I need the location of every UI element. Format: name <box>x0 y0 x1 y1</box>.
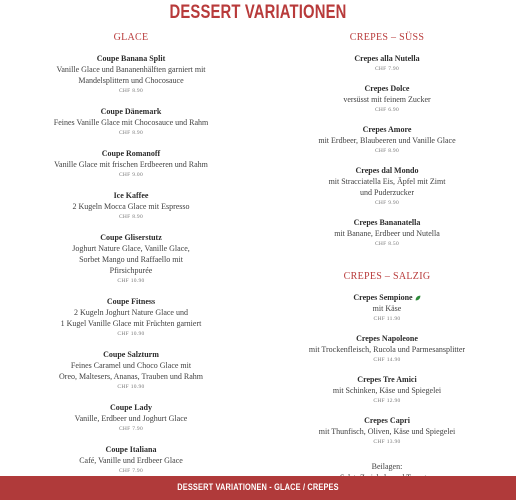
item-price: CHF 8.90 <box>374 148 400 154</box>
item-price: CHF 9.00 <box>118 172 144 178</box>
glace-section <box>8 32 254 486</box>
item-name: Ice Kaffee <box>113 191 149 200</box>
crepes-section <box>266 32 508 483</box>
menu-item <box>8 53 254 96</box>
menu-item <box>8 232 254 286</box>
item-name: Crepes alla Nutella <box>354 54 420 63</box>
item-desc: und Puderzucker <box>360 188 414 197</box>
item-price: CHF 8.90 <box>118 130 144 136</box>
page-title: DESSERT VARIATIONEN <box>169 2 347 23</box>
item-name: Crepes Tre Amici <box>357 375 417 384</box>
item-price: CHF 11.90 <box>373 316 401 322</box>
menu-item <box>8 349 254 392</box>
item-desc: 2 Kugeln Mocca Glace mit Espresso <box>72 202 190 211</box>
item-desc: Vanille Glace mit frischen Erdbeeren und Rahm <box>54 160 208 169</box>
item-name: Coupe Italiana <box>105 445 157 454</box>
item-desc: Oreo, Maltesers, Ananas, Trauben und Rahm <box>59 372 203 381</box>
item-price: CHF 7.90 <box>118 468 144 474</box>
footer-bar <box>0 476 516 500</box>
item-price: CHF 13.90 <box>373 439 401 445</box>
item-desc: mit Käse <box>372 304 402 313</box>
item-price: CHF 7.90 <box>374 66 400 72</box>
item-desc: versüsst mit feinem Zucker <box>343 95 431 104</box>
menu-item <box>266 124 508 156</box>
side-dishes-label: Beilagen: <box>371 462 403 471</box>
item-name: Coupe Romanoff <box>101 149 161 158</box>
item-price: CHF 10.90 <box>117 278 145 284</box>
item-price: CHF 14.90 <box>373 357 401 363</box>
leaf-icon <box>415 295 421 301</box>
item-price: CHF 7.90 <box>118 426 144 432</box>
item-name: Coupe Dänemark <box>100 107 162 116</box>
item-price: CHF 10.90 <box>117 384 145 390</box>
item-name: Crepes Bananatella <box>353 218 421 227</box>
menu-item <box>8 296 254 339</box>
item-name: Coupe Fitness <box>106 297 156 306</box>
item-desc: Pfirsichpurée <box>109 266 153 275</box>
crepes-suess-heading: CREPES – SÜSS <box>349 32 425 43</box>
item-name: Coupe Lady <box>109 403 152 412</box>
item-price: CHF 9.90 <box>374 200 400 206</box>
menu-item <box>266 292 508 324</box>
menu-item <box>266 374 508 406</box>
item-price: CHF 8.50 <box>374 241 400 247</box>
item-name: Crepes Dolce <box>364 84 410 93</box>
item-desc: mit Schinken, Käse und Spiegelei <box>332 386 442 395</box>
menu-item <box>266 217 508 249</box>
item-desc: mit Banane, Erdbeer und Nutella <box>334 229 440 238</box>
menu-item <box>266 165 508 208</box>
menu-item <box>8 148 254 180</box>
item-desc: Feines Caramel und Choco Glace mit <box>70 361 192 370</box>
glace-heading: GLACE <box>113 32 149 43</box>
menu-item <box>266 83 508 115</box>
item-name: Crepes Amore <box>362 125 412 134</box>
item-name: Crepes dal Mondo <box>355 166 419 175</box>
footer-text: DESSERT VARIATIONEN - GLACE / CREPES <box>177 482 339 492</box>
menu-item <box>8 444 254 476</box>
item-price: CHF 8.90 <box>118 88 144 94</box>
item-desc: mit Erdbeer, Blaubeeren und Vanille Glace <box>318 136 456 145</box>
item-price: CHF 6.90 <box>374 107 400 113</box>
item-desc: 1 Kugel Vanille Glace mit Früchten garniert <box>60 319 202 328</box>
menu-item <box>8 190 254 222</box>
item-desc: mit Stracciatella Eis, Äpfel mit Zimt <box>328 177 446 186</box>
item-desc: Café, Vanille und Erdbeer Glace <box>79 456 183 465</box>
item-desc: Feines Vanille Glace mit Chocosauce und Rahm <box>53 118 209 127</box>
item-desc: Mandelsplittern und Chocosauce <box>78 76 184 85</box>
item-name: Crepes Capri <box>364 416 410 425</box>
menu-item <box>266 53 508 74</box>
item-name: Coupe Salzturm <box>103 350 159 359</box>
item-price: CHF 12.90 <box>373 398 401 404</box>
item-desc: 2 Kugeln Joghurt Nature Glace und <box>74 308 188 317</box>
item-desc: Vanille, Erdbeer und Joghurt Glace <box>74 414 188 423</box>
crepes-salzig-heading: CREPES – SALZIG <box>343 271 431 282</box>
item-desc: mit Thunfisch, Oliven, Käse und Spiegelei <box>318 427 456 436</box>
menu-item <box>266 333 508 365</box>
item-name: Crepes Napoleone <box>356 334 418 343</box>
item-desc: Joghurt Nature Glace, Vanille Glace, <box>72 244 190 253</box>
menu-item <box>266 415 508 447</box>
item-desc: Sorbet Mango und Raffaello mit <box>79 255 183 264</box>
item-name: Coupe Banana Split <box>96 54 166 63</box>
item-price: CHF 8.90 <box>118 214 144 220</box>
item-name <box>266 292 508 303</box>
item-name: Coupe Gliserstutz <box>100 233 162 242</box>
item-name-text: Crepes Sempione <box>353 293 413 302</box>
item-desc: Vanille Glace und Bananenhälften garniert mit <box>56 65 206 74</box>
item-desc: mit Trockenfleisch, Rucola und Parmesansplitter <box>308 345 466 354</box>
menu-item <box>8 106 254 138</box>
item-price: CHF 10.90 <box>117 331 145 337</box>
menu-item <box>8 402 254 434</box>
